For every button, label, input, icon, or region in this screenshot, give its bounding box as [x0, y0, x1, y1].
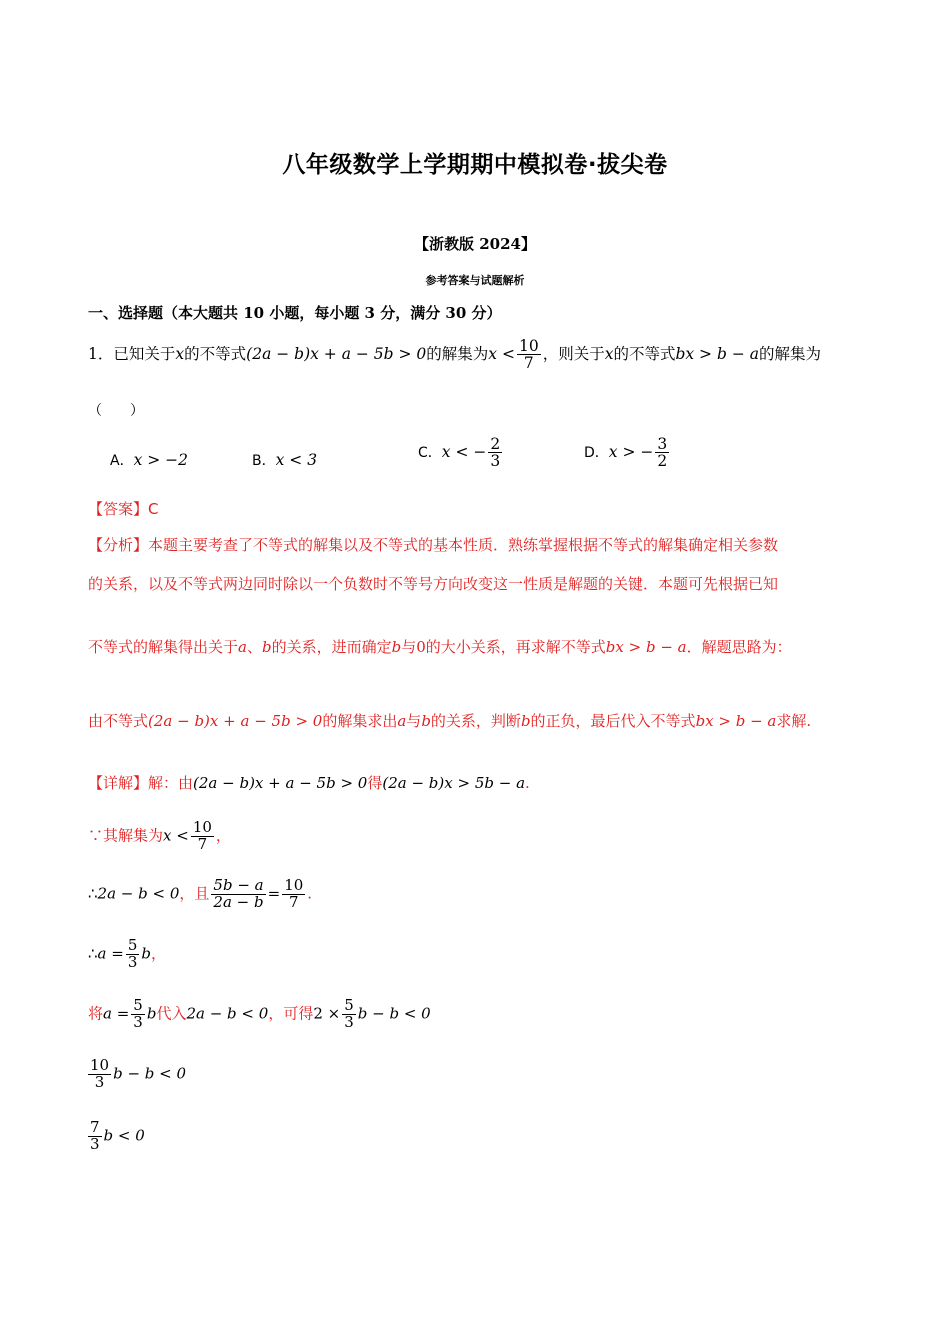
equals: =: [267, 884, 281, 903]
section-heading: 一、选择题（本大题共 10 小题，每小题 3 分，满分 30 分）: [88, 304, 502, 322]
math-expr: b − b < 0: [113, 1064, 187, 1083]
analysis-line-2: 的关系，以及不等式两边同时除以一个负数时不等号方向改变这一性质是解题的关键．本题可先根据已知: [88, 575, 779, 593]
var-a: a: [238, 638, 247, 656]
option-label: A．: [110, 453, 134, 469]
detail-line-1: [88, 772, 530, 793]
answer-line: [88, 498, 159, 519]
fraction-10-7: [517, 338, 541, 372]
fraction-5-3: [342, 998, 356, 1031]
page-title: 八年级数学上学期期中模拟卷·拔尖卷: [282, 152, 668, 178]
answer-blank: （ ）: [88, 403, 144, 419]
numerator: 5: [127, 936, 138, 954]
detail-text: 解：由: [148, 774, 194, 792]
analysis-text: 与: [401, 638, 417, 656]
var-x: x: [604, 344, 614, 363]
analysis-label: 【分析】: [88, 536, 149, 554]
math-expr: a =: [97, 944, 124, 963]
option-c: [418, 436, 504, 470]
denominator: 3: [127, 952, 138, 971]
option-d: [584, 436, 671, 470]
denominator: 3: [90, 1134, 100, 1153]
denominator: 2a − b: [213, 892, 264, 911]
option-text: x < −: [441, 442, 487, 461]
numerator: 10: [90, 1056, 110, 1074]
denominator: 3: [490, 452, 501, 471]
detail-text: 得: [367, 774, 383, 792]
var-b: b: [421, 712, 431, 730]
option-fraction: [655, 436, 669, 470]
numerator: 5b − a: [213, 876, 264, 894]
denominator: 7: [288, 892, 299, 911]
option-label: B．: [252, 453, 276, 469]
subtitle: 参考答案与试题解析: [425, 274, 525, 287]
var-b: b: [391, 638, 402, 656]
analysis-text: 、: [246, 638, 262, 656]
denominator: 3: [94, 1072, 105, 1091]
math-expr: 2a − b < 0: [186, 1004, 269, 1023]
fraction-ratio: [211, 878, 265, 911]
analysis-line-4: [88, 710, 811, 731]
analysis-text: 求解.: [776, 712, 812, 730]
fraction-10-7: [191, 820, 214, 853]
zero: 0: [416, 638, 426, 656]
analysis-text: 的关系，判断: [430, 712, 521, 730]
analysis-line-3: [88, 636, 792, 657]
denominator: 3: [133, 1012, 143, 1031]
target-inequality: bx > b − a: [605, 638, 687, 656]
var-b: b: [146, 1004, 157, 1023]
math-expr: b < 0: [103, 1126, 145, 1145]
fraction-7-3: [88, 1120, 102, 1153]
fraction-5-3: [126, 938, 140, 971]
analysis-text: 的大小关系，再求解不等式: [425, 638, 606, 656]
detail-text: 代入: [156, 1004, 187, 1023]
analysis-text: ．解题思路为：: [686, 638, 792, 656]
analysis-text: 与: [406, 712, 422, 730]
stem-text: 的不等式: [184, 344, 247, 363]
math-expr: b − b < 0: [357, 1004, 431, 1023]
numerator: 2: [490, 435, 501, 453]
denominator: 2: [657, 452, 668, 471]
analysis-text: 由不等式: [88, 712, 149, 730]
analysis-text: 不等式的解集得出关于: [88, 638, 239, 656]
var-x: x: [175, 344, 185, 363]
therefore-symbol: ∴: [88, 884, 98, 903]
answer-label: 【答案】: [88, 500, 149, 518]
detail-text: ，可得: [268, 1004, 314, 1023]
detail-line-5: [88, 998, 431, 1031]
question-number: 1．: [88, 344, 114, 363]
math-expr: x <: [163, 826, 189, 845]
stem-text: ，则关于: [542, 344, 605, 363]
numerator: 7: [90, 1118, 100, 1136]
therefore-symbol: ∴: [88, 944, 98, 963]
detail-label: 【详解】: [88, 774, 149, 792]
detail-text: ，: [215, 826, 231, 845]
stem-text: 的解集为: [426, 344, 489, 363]
target-inequality: bx > b − a: [695, 712, 777, 730]
detail-text: .: [307, 884, 313, 903]
fraction-10-7: [282, 878, 305, 911]
answer-value: C: [148, 500, 159, 518]
detail-line-6: [88, 1058, 186, 1091]
analysis-text: 的正负，最后代入不等式: [530, 712, 696, 730]
fraction-10-3: [88, 1058, 111, 1091]
detail-text: .: [525, 774, 530, 792]
detail-text: ∵其解集为: [88, 826, 164, 845]
numerator: 10: [518, 337, 539, 355]
numerator: 3: [657, 435, 668, 453]
detail-text: ，: [150, 944, 166, 963]
analysis-line-1: [88, 534, 778, 555]
detail-line-7: [88, 1120, 145, 1153]
option-text: x < 3: [275, 451, 318, 469]
fraction-5-3: [131, 998, 145, 1031]
analysis-text: 的解集求出: [322, 712, 398, 730]
analysis-text: 本题主要考查了不等式的解集以及不等式的基本性质．熟练掌握根据不等式的解集确定相关参数: [148, 536, 779, 554]
stem-text: 已知关于: [113, 344, 176, 363]
stem-text: 的不等式: [613, 344, 676, 363]
math-expr: (2a − b)x + a − 5b > 0: [193, 774, 368, 792]
var-b: b: [141, 944, 151, 963]
option-b: [252, 450, 317, 470]
math-expr: (2a − b)x > 5b − a: [382, 774, 526, 792]
stem-text: 的解集为: [758, 344, 821, 363]
var-a: a: [397, 712, 407, 730]
given-inequality: (2a − b)x + a − 5b > 0: [148, 712, 323, 730]
denominator: 3: [344, 1012, 354, 1031]
denominator: 7: [523, 354, 534, 373]
numerator: 5: [344, 996, 354, 1014]
var-b: b: [261, 638, 272, 656]
numerator: 10: [284, 876, 304, 894]
given-inequality: (2a − b)x + a − 5b > 0: [246, 344, 427, 363]
detail-line-2: [88, 820, 231, 853]
option-label: C．: [418, 444, 442, 461]
target-inequality: bx > b − a: [675, 344, 759, 363]
solution-lhs: x <: [488, 344, 515, 363]
analysis-text: 的关系，进而确定: [271, 638, 392, 656]
option-label: D．: [584, 444, 609, 461]
edition-label: 【浙教版 2024】: [414, 235, 536, 253]
option-text: x > −2: [133, 451, 189, 469]
detail-line-3: [88, 878, 312, 911]
denominator: 7: [197, 834, 208, 853]
numerator: 10: [192, 818, 212, 836]
math-expr: a =: [103, 1004, 130, 1023]
math-expr: 2 ×: [313, 1004, 341, 1023]
option-text: x > −: [608, 442, 654, 461]
question-stem: [88, 338, 821, 372]
detail-line-4: [88, 938, 166, 971]
var-b: b: [520, 712, 531, 730]
numerator: 5: [133, 996, 143, 1014]
option-fraction: [488, 436, 502, 470]
option-a: [110, 450, 188, 470]
detail-text: ，且: [179, 884, 210, 903]
detail-text: 将: [88, 1004, 104, 1023]
math-expr: 2a − b < 0: [97, 884, 180, 903]
